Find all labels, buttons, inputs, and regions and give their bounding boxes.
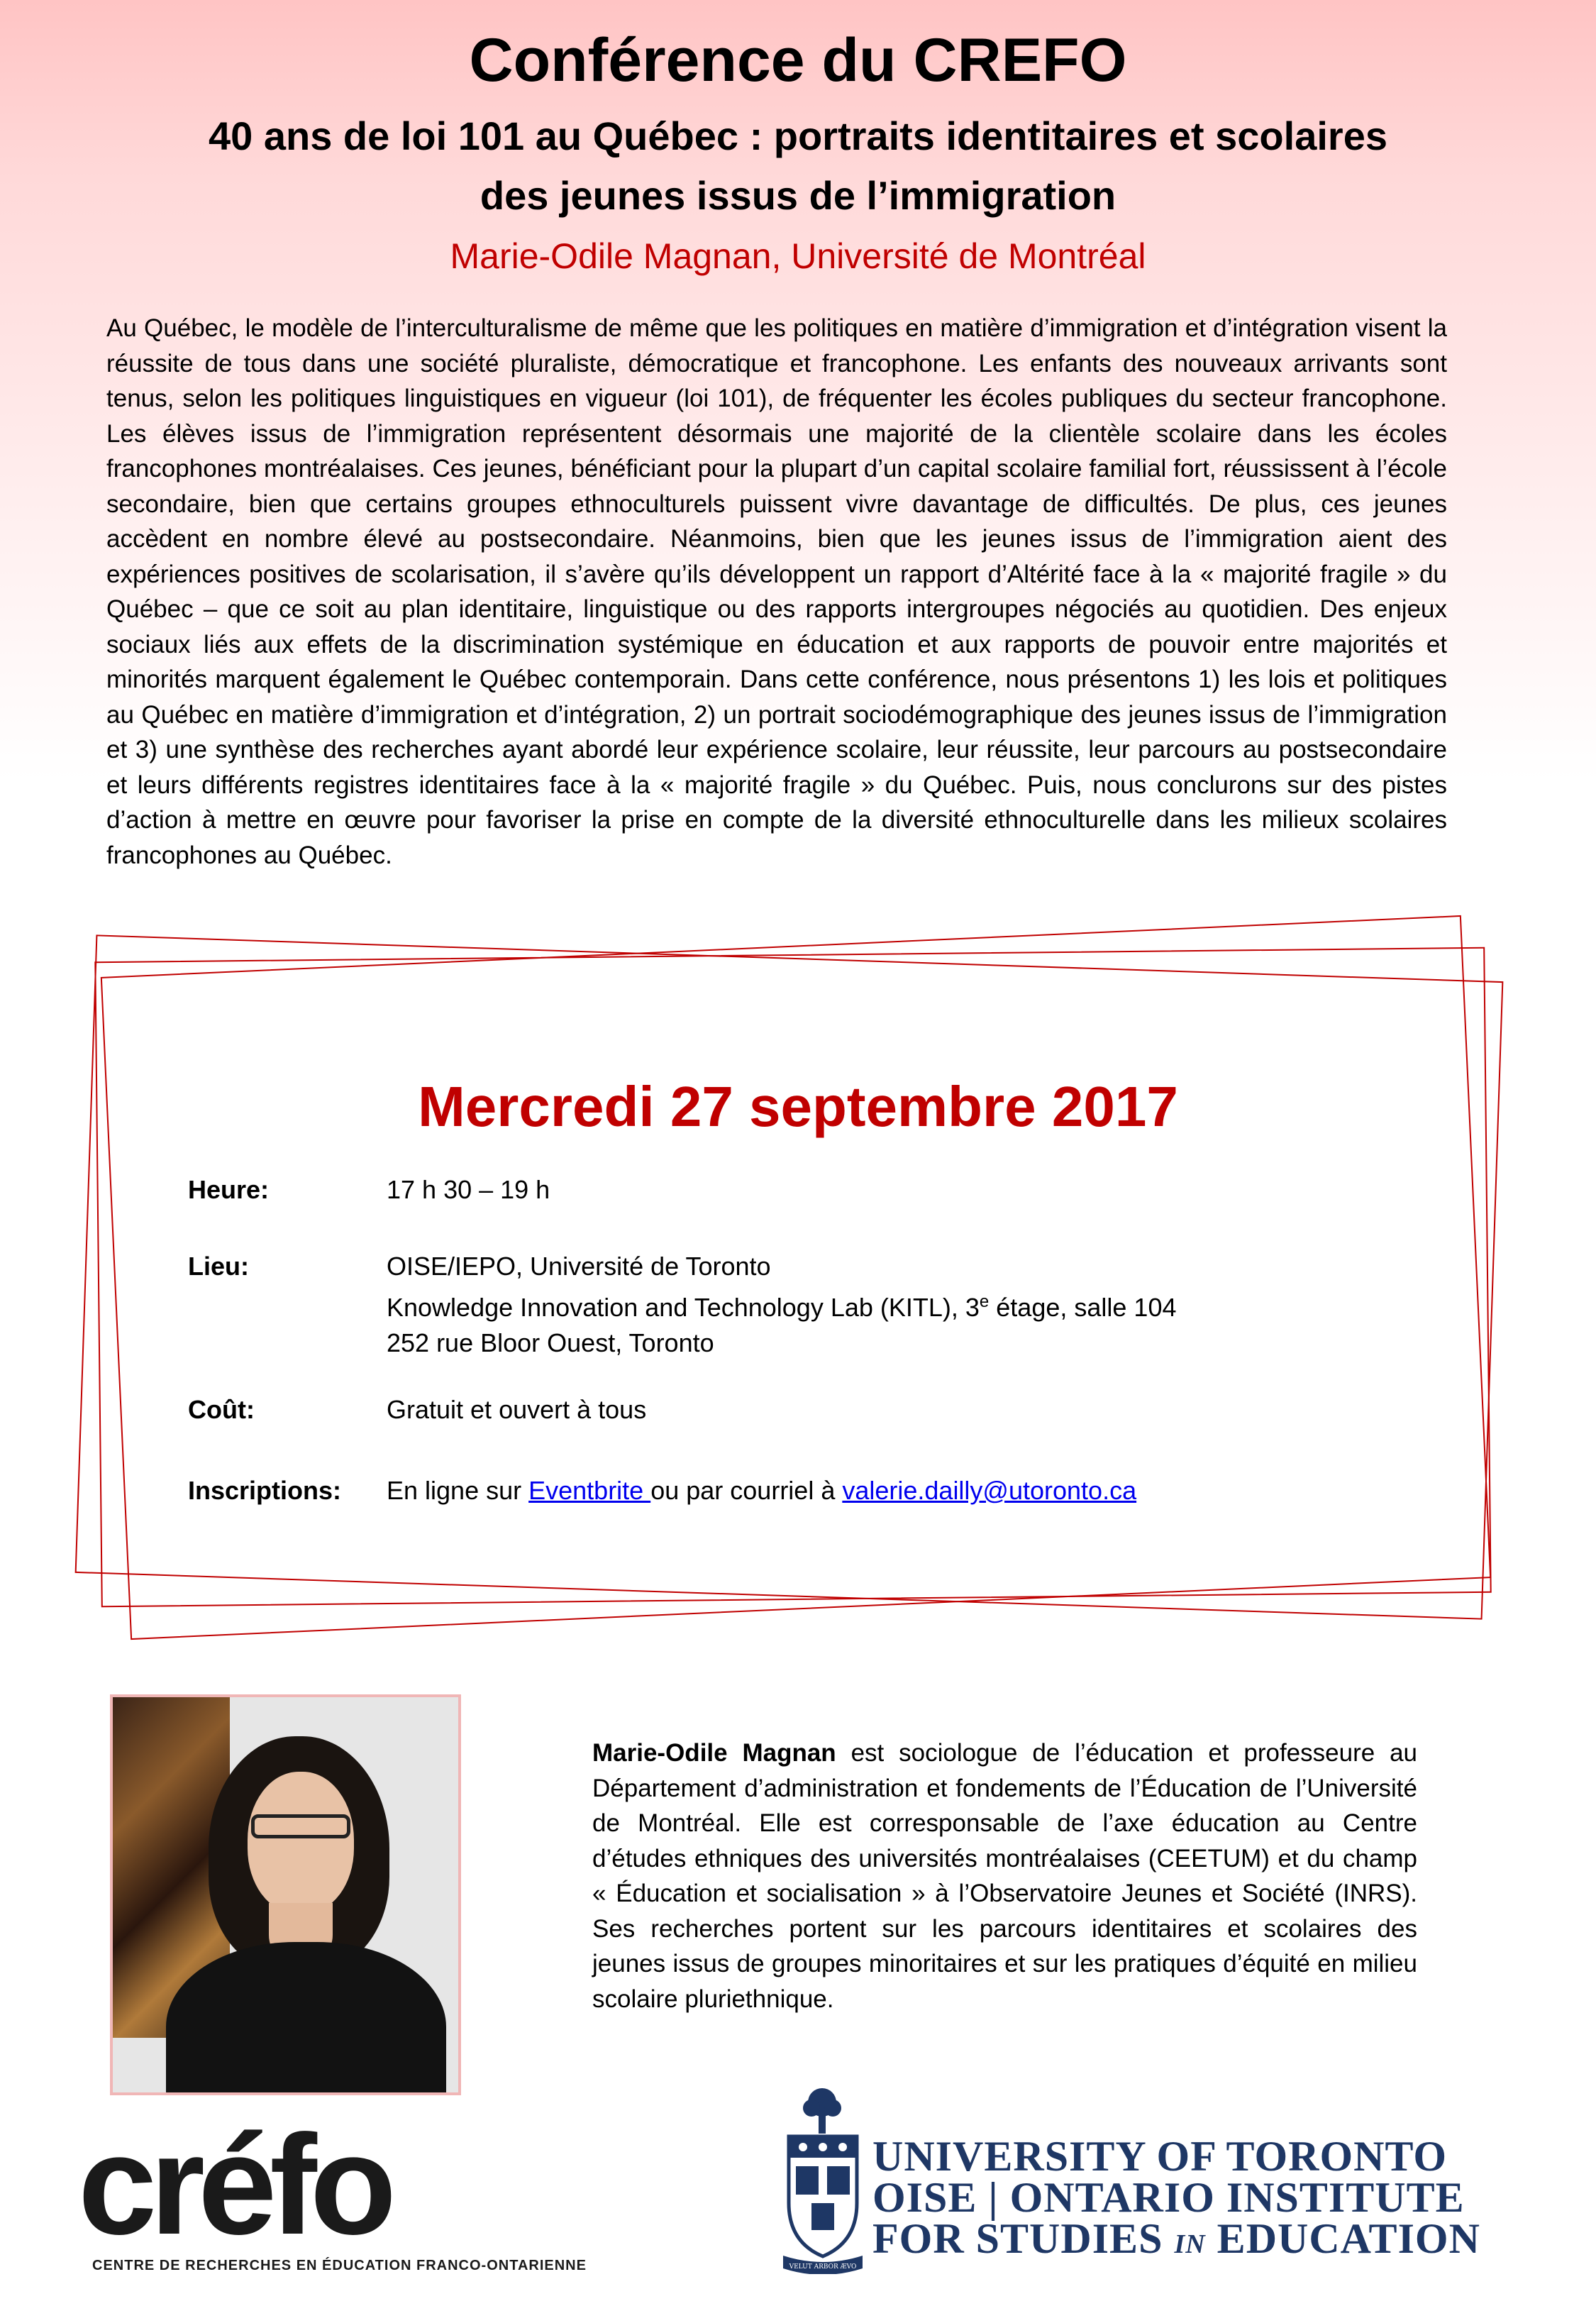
event-place-label: Lieu: (188, 1252, 249, 1281)
registration-text-mid: ou par courriel à (650, 1476, 843, 1505)
event-time-row (188, 1172, 1465, 1208)
uoft-logo-text (872, 2133, 1568, 2265)
bio-name: Marie-Odile Magnan (592, 1739, 836, 1767)
bio-text: est sociologue de l’éducation et professeure au Département d’administration et fondements de l’Éducation de l’Université de Montréal. Elle est corresponsable de l’axe éducation au Centre d’études ethniques des universités montréalaises (CEETUM) et du champ « Éducation et socialisation » à l’Observatoire Jeunes et Société (INRS). Ses recherches portent sur les parcours identitaires et scolaires des jeunes issus de groupes minoritaires et sur les pratiques d’équité en milieu scolaire pluriethnique. (592, 1739, 1417, 2013)
eventbrite-link[interactable]: Eventbrite (528, 1476, 651, 1505)
crest-motto: VELUT ARBOR ÆVO (789, 2263, 857, 2271)
event-place-value (387, 1249, 1465, 1361)
crefo-logo-word: créfo (78, 2106, 390, 2264)
page-subtitle: 40 ans de loi 101 au Québec : portraits identitaires et scolaires des jeunes issus de l’immigration (209, 114, 1387, 218)
header (0, 21, 1596, 281)
event-cost-label: Coût: (188, 1395, 255, 1424)
uoft-line-3 (872, 2215, 1568, 2265)
event-cost-value: Gratuit et ouvert à tous (387, 1395, 647, 1424)
email-link[interactable]: valerie.dailly@utoronto.ca (842, 1476, 1137, 1505)
abstract-paragraph: Au Québec, le modèle de l’interculturalisme de même que les politiques en matière d’immigration et d’intégration visent la réussite de tous dans une société pluraliste, démocratique et francophone. Les enfants des nouveaux arrivants sont tenus, selon les politiques linguistiques en vigueur (loi 101), de fréquenter les écoles publiques du secteur francophone. Les élèves issus de l’immigration représentent désormais une majorité de la clientèle scolaire dans les écoles francophones montréalaises. Ces jeunes, bénéficiant pour la plupart d’un capital scolaire familial fort, réussissent à l’école secondaire, bien que certains groupes ethnoculturels puissent vivre davantage de difficultés. De plus, ces jeunes accèdent en nombre élevé au postsecondaire. Néanmoins, bien que les jeunes issus de l’immigration aient des expériences positives de scolarisation, il s’avère qu’ils développent un rapport d’Altérité face à la « majorité fragile » du Québec – que ce soit au plan identitaire, linguistique ou des rapports intergroupes négociés au quotidien. Des enjeux sociaux liés aux effets de la discrimination systémique en éducation et aux rapports de pouvoir entre majorités et minorités marquent également le Québec contemporain. Dans cette conférence, nous présentons 1) les lois et politiques au Québec en matière d’immigration et d’intégration, 2) un portrait sociodémographique des jeunes issus de l’immigration et 3) une synthèse des recherches ayant abordé leur expérience scolaire, leur réussite, leur parcours au postsecondaire et leurs différents registres identitaires face à la « majorité fragile » du Québec. Puis, nous conclurons sur des pistes d’action à mettre en œuvre pour favoriser la prise en compte de la diversité ethnoculturelle dans les milieux scolaires francophones au Québec. (106, 314, 1447, 869)
event-cost-row (188, 1392, 1465, 1428)
event-place-line-1: OISE/IEPO, Université de Toronto (387, 1252, 771, 1281)
event-place-line-2 (387, 1284, 1465, 1325)
photo-face (248, 1772, 354, 1914)
uoft-line-3-post: EDUCATION (1205, 2215, 1480, 2262)
event-place-line-2-rest: étage, salle 104 (989, 1293, 1177, 1322)
uoft-line-1: UNIVERSITY OF TORONTO (872, 2133, 1448, 2180)
uoft-crest-icon (780, 2082, 865, 2274)
event-place-line-2-text: Knowledge Innovation and Technology Lab (KITL), 3 (387, 1293, 980, 1322)
uoft-line-2: OISE | ONTARIO INSTITUTE (872, 2174, 1465, 2221)
event-place-floor-suffix: e (979, 1292, 990, 1311)
registration-text-pre: En ligne sur (387, 1476, 529, 1505)
event-place-line-3: 252 rue Bloor Ouest, Toronto (387, 1328, 714, 1357)
event-time-value: 17 h 30 – 19 h (387, 1175, 550, 1204)
event-registration-value (387, 1473, 1465, 1508)
event-time-label: Heure: (188, 1175, 270, 1204)
page-title: Conférence du CREFO (469, 26, 1127, 94)
crefo-logo-tagline: CENTRE DE RECHERCHES EN ÉDUCATION FRANCO-ONTARIENNE (92, 2258, 587, 2273)
speaker-photo (110, 1694, 461, 2095)
crefo-logo (78, 2106, 589, 2292)
event-registration-label: Inscriptions: (188, 1476, 342, 1505)
uoft-oise-logo (780, 2082, 1568, 2274)
event-place-row (188, 1249, 1465, 1361)
speaker-line: Marie-Odile Magnan, Université de Montréal (450, 236, 1146, 276)
uoft-line-3-pre: FOR STUDIES (872, 2215, 1175, 2262)
photo-body (166, 1942, 446, 2095)
photo-glasses (251, 1814, 350, 1838)
event-registration-row (188, 1473, 1465, 1508)
uoft-line-3-in: IN (1174, 2229, 1206, 2259)
speaker-bio (592, 1736, 1417, 2017)
event-date: Mercredi 27 septembre 2017 (418, 1075, 1178, 1138)
